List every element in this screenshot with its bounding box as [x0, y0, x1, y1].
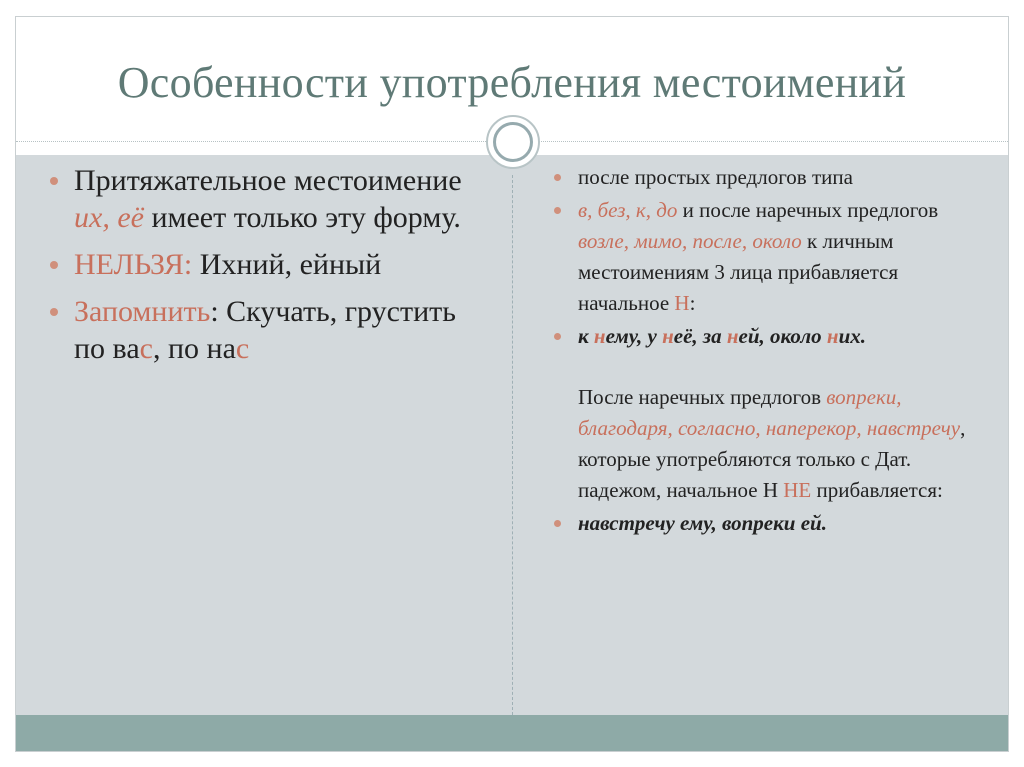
text: к личным местоимениям 3 лица прибавляется начальное	[578, 229, 899, 315]
text: имеет только эту форму.	[143, 201, 461, 234]
list-item	[44, 162, 484, 236]
text: ей, около	[738, 324, 827, 348]
left-column	[44, 162, 484, 377]
column-divider	[512, 175, 513, 715]
bullet-icon	[554, 520, 561, 527]
ring-ornament-icon	[486, 115, 540, 169]
text: и после наречных предлогов	[677, 198, 939, 222]
list-item	[546, 195, 986, 319]
bullet-icon	[554, 174, 561, 181]
highlight-letter: н	[826, 324, 839, 348]
highlight-letter: н	[662, 324, 674, 348]
list-item	[44, 246, 484, 283]
list-item	[546, 508, 986, 539]
highlight-text: НЕ	[783, 478, 812, 502]
highlight-text: НЕЛЬЗЯ:	[74, 248, 193, 281]
highlight-letter: н	[593, 324, 606, 348]
text: к	[578, 324, 594, 348]
text: : Скучать, грустить по ва	[74, 295, 456, 365]
list-item	[546, 382, 986, 506]
text: После наречных предлогов	[578, 385, 827, 409]
highlight-letter: с	[235, 332, 250, 365]
list-item	[546, 162, 986, 193]
slide	[15, 16, 1009, 752]
highlight-text: в, без, к, до	[578, 198, 678, 222]
bullet-icon	[554, 333, 561, 340]
highlight-letter: н	[726, 324, 739, 348]
highlight-text: их, её	[74, 201, 144, 234]
bullet-icon	[50, 261, 58, 269]
highlight-text: Запомнить	[74, 295, 211, 328]
bullet-icon	[554, 207, 561, 214]
text: их.	[838, 324, 867, 348]
slide-title: Особенности употребления местоимений	[117, 58, 907, 107]
text: навстречу ему, вопреки ей.	[578, 511, 827, 535]
text: , которые употребляются только с Дат. падежом, начальное Н	[578, 416, 966, 502]
list-item	[44, 293, 484, 367]
highlight-letter: с	[139, 332, 153, 365]
right-column	[546, 162, 986, 541]
highlight-text: возле, мимо, после, около	[578, 229, 802, 253]
bullet-icon	[50, 308, 58, 316]
highlight-text: вопреки, благодаря, согласно, наперекор, навстречу	[578, 385, 961, 440]
bullet-icon	[50, 177, 58, 185]
text: :	[689, 291, 696, 315]
left-list	[44, 162, 484, 367]
right-list	[546, 162, 986, 539]
highlight-letter: Н	[674, 291, 690, 315]
text: после простых предлогов типа	[578, 165, 853, 189]
list-item	[546, 321, 986, 352]
text: Ихний, ейный	[192, 248, 382, 281]
text: , по на	[152, 332, 236, 365]
text: Притяжательное местоимение	[74, 164, 462, 197]
footer-bar	[16, 715, 1008, 752]
text: прибавляется:	[811, 478, 943, 502]
text: её, за	[673, 324, 727, 348]
text: ему, у	[605, 324, 663, 348]
